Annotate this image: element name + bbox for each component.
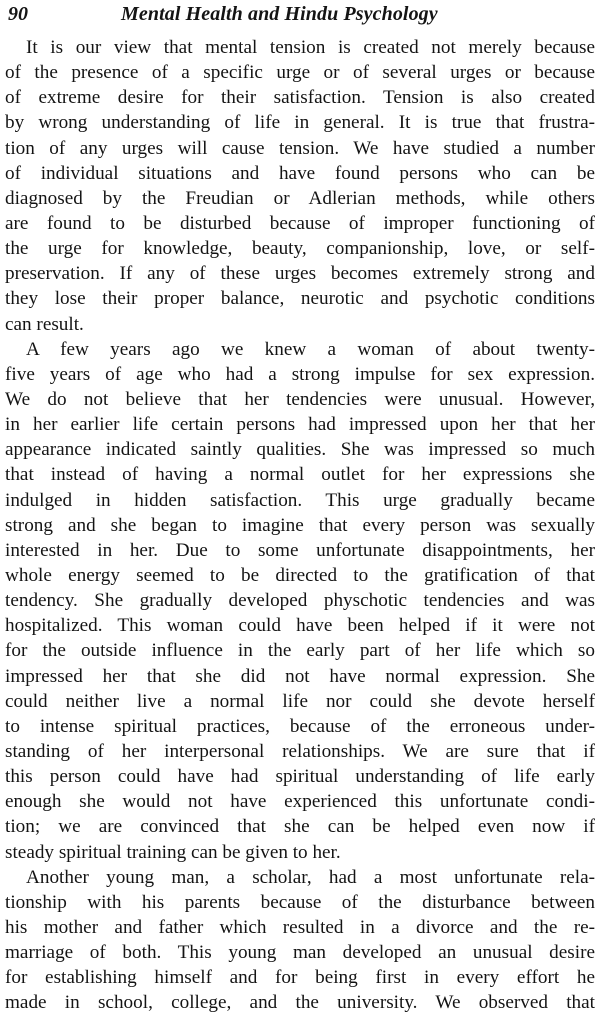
- text-line: impressed her that she did not have normal expression. She: [5, 665, 595, 687]
- text-line: It is our view that mental tension is created not merely because: [26, 37, 595, 58]
- text-line: can result.: [5, 313, 84, 335]
- text-line: tionship with his parents because of the disturbance between: [5, 891, 595, 913]
- text-line: by wrong understanding of life in general. It is true that frustra-: [5, 112, 595, 134]
- text-line: standing of her interpersonal relationships. We are sure that if: [5, 740, 595, 762]
- paragraph-2: [5, 337, 595, 865]
- text-line: tion of any urges will cause tension. We have studied a number: [5, 137, 595, 159]
- text-line: A few years ago we knew a woman of about twenty-: [26, 338, 595, 360]
- body-text: [5, 35, 595, 1015]
- text-line: for the outside influence in the early part of her life which so: [5, 640, 595, 662]
- text-line: the urge for knowledge, beauty, companionship, love, or self-: [5, 238, 595, 260]
- text-line: tion; we are convinced that she can be helped even now if: [5, 816, 595, 838]
- text-line: diagnosed by the Freudian or Adlerian methods, while others: [5, 187, 595, 209]
- text-line: tendency. She gradually developed physchotic tendencies and was: [5, 590, 595, 612]
- text-line: We do not believe that her tendencies were unusual. However,: [5, 388, 595, 410]
- text-line: could neither live a normal life nor could she devote herself: [5, 690, 595, 712]
- text-line: this person could have had spiritual understanding of life early: [5, 766, 595, 788]
- text-line: of extreme desire for their satisfaction. Tension is also created: [5, 87, 595, 109]
- text-line: appearance indicated saintly qualities. She was impressed so much: [5, 439, 595, 461]
- text-line: they lose their proper balance, neurotic and psychotic conditions: [5, 288, 595, 310]
- text-line: interested in her. Due to some unfortunate disappointments, her: [5, 539, 595, 561]
- text-line: of individual situations and have found persons who can be: [5, 162, 595, 184]
- text-line: of the presence of a specific urge or of several urges or because: [5, 62, 595, 84]
- text-line: five years of age who had a strong impulse for sex expression.: [5, 363, 595, 385]
- text-line: made in school, college, and the university. We observed that: [5, 992, 595, 1014]
- text-line: hospitalized. This woman could have been helped if it were not: [5, 615, 595, 637]
- text-line: strong and she began to imagine that every person was sexually: [5, 514, 595, 536]
- text-line: preservation. If any of these urges becomes extremely strong and: [5, 263, 595, 285]
- text-line: enough she would not have experienced this unfortunate condi-: [5, 791, 595, 813]
- paragraph-1: [5, 35, 595, 337]
- text-line: whole energy seemed to be directed to the gratification of that: [5, 564, 595, 586]
- text-line: are found to be disturbed because of improper functioning of: [5, 212, 595, 234]
- text-line: Another young man, a scholar, had a most unfortunate rela-: [26, 866, 595, 888]
- text-line: indulged in hidden satisfaction. This urge gradually became: [5, 489, 595, 511]
- text-line: steady spiritual training can be given to her.: [5, 841, 341, 863]
- running-head: [5, 0, 595, 30]
- text-line: that instead of having a normal outlet for her expressions she: [5, 464, 595, 486]
- text-line: marriage of both. This young man developed an unusual desire: [5, 942, 595, 964]
- text-line: to intense spiritual practices, because of the erroneous under-: [5, 715, 595, 737]
- page-number: 90: [8, 3, 28, 25]
- paragraph-3: [5, 865, 595, 1015]
- running-title: Mental Health and Hindu Psychology: [121, 3, 438, 25]
- text-line: for establishing himself and for being first in every effort he: [5, 967, 595, 989]
- text-line: his mother and father which resulted in a divorce and the re-: [5, 916, 595, 938]
- text-line: in her earlier life certain persons had impressed upon her that her: [5, 414, 595, 436]
